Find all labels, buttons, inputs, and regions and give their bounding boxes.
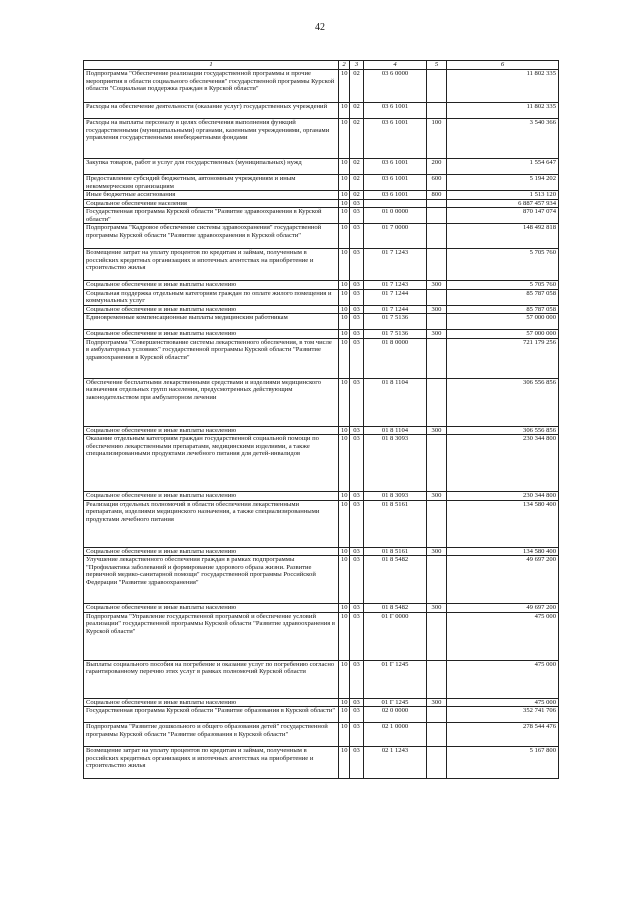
row-name-cell: Подпрограмма "Совершенствование системы лекарственного обеспечения, в том числе в амбулаторных условиях" государственной программы Курской области "Развитие здравоохранения в Курской области" — [84, 338, 339, 378]
row-name-cell: Улучшение лекарственного обеспечения граждан в рамках подпрограммы "Профилактика заболеваний и формирование здорового образа жизни. Развитие первичной медико-санитарной помощи" государственной программы Российской Федерации "Развитие здравоохранения" — [84, 556, 339, 604]
row-expense-type-cell: 300 — [427, 604, 447, 613]
row-target-article-cell: 01 7 1244 — [364, 305, 427, 314]
row-amount-cell: 5 705 760 — [447, 249, 559, 281]
row-target-article-cell: 01 8 3093 — [364, 435, 427, 492]
table-row — [84, 249, 559, 281]
row-expense-type-cell: 300 — [427, 492, 447, 501]
row-amount-cell: 11 802 335 — [447, 70, 559, 103]
row-name-cell: Возмещение затрат на уплату процентов по кредитам и займам, полученным в российских кредитных организациях и ипотечных агентствах на приобретение и строительство жилья — [84, 747, 339, 779]
row-section-cell: 10 — [339, 199, 350, 208]
table-row — [84, 103, 559, 119]
row-name-cell: Расходы на выплаты персоналу в целях обеспечения выполнения функций государственными (муниципальными) органами, казенными учреждениями, органами управления государственными внебюджетными фондами — [84, 119, 339, 159]
row-subsection-cell: 03 — [350, 378, 364, 426]
row-name-cell: Реализация отдельных полномочий в области обеспечения лекарственными препаратами, изделиями медицинского назначения, а также специализированными продуктами лечебного питания — [84, 500, 339, 547]
table-row — [84, 305, 559, 314]
row-target-article-cell: 01 7 5136 — [364, 330, 427, 339]
row-section-cell: 10 — [339, 249, 350, 281]
row-subsection-cell: 02 — [350, 103, 364, 119]
row-section-cell: 10 — [339, 556, 350, 604]
row-section-cell: 10 — [339, 208, 350, 224]
row-subsection-cell: 03 — [350, 330, 364, 339]
row-section-cell: 10 — [339, 175, 350, 191]
row-subsection-cell: 03 — [350, 612, 364, 660]
table-body — [84, 70, 559, 779]
header-cell-name: 1 — [84, 61, 339, 70]
row-section-cell: 10 — [339, 281, 350, 290]
row-subsection-cell: 02 — [350, 119, 364, 159]
row-amount-cell: 1 513 120 — [447, 191, 559, 200]
row-section-cell: 10 — [339, 660, 350, 698]
row-subsection-cell: 03 — [350, 660, 364, 698]
table-row — [84, 338, 559, 378]
header-cell-target-article: 4 — [364, 61, 427, 70]
row-name-cell: Социальное обеспечение и иные выплаты населению — [84, 330, 339, 339]
row-target-article-cell: 02 1 1243 — [364, 747, 427, 779]
row-section-cell: 10 — [339, 612, 350, 660]
row-name-cell: Выплаты социального пособия на погребение и оказание услуг по погребению согласно гарантированному перечню этих услуг в рамках полномочий Курской области — [84, 660, 339, 698]
row-target-article-cell: 03 6 1001 — [364, 103, 427, 119]
row-target-article-cell: 01 7 1243 — [364, 281, 427, 290]
row-expense-type-cell: 300 — [427, 330, 447, 339]
row-section-cell: 10 — [339, 191, 350, 200]
row-target-article-cell: 01 Г 0000 — [364, 612, 427, 660]
row-section-cell: 10 — [339, 378, 350, 426]
row-amount-cell: 5 194 202 — [447, 175, 559, 191]
row-amount-cell: 278 544 476 — [447, 723, 559, 747]
row-subsection-cell: 03 — [350, 224, 364, 249]
row-target-article-cell: 02 0 0000 — [364, 707, 427, 723]
table-row — [84, 314, 559, 330]
table-row — [84, 224, 559, 249]
row-section-cell: 10 — [339, 314, 350, 330]
row-section-cell: 10 — [339, 547, 350, 556]
row-name-cell: Социальное обеспечение населения — [84, 199, 339, 208]
row-expense-type-cell: 300 — [427, 305, 447, 314]
row-subsection-cell: 02 — [350, 175, 364, 191]
row-subsection-cell: 03 — [350, 556, 364, 604]
row-target-article-cell: 01 8 5161 — [364, 547, 427, 556]
row-amount-cell: 134 580 400 — [447, 547, 559, 556]
row-expense-type-cell — [427, 249, 447, 281]
row-subsection-cell: 02 — [350, 159, 364, 175]
row-name-cell: Обеспечение бесплатными лекарственными средствами и изделиями медицинского назначения отдельных групп населения, предусмотренных действующим законодательством при амбулаторном лечении — [84, 378, 339, 426]
row-section-cell: 10 — [339, 330, 350, 339]
row-amount-cell: 306 556 856 — [447, 378, 559, 426]
row-expense-type-cell — [427, 314, 447, 330]
row-name-cell: Социальное обеспечение и иные выплаты населению — [84, 698, 339, 707]
row-section-cell: 10 — [339, 492, 350, 501]
row-amount-cell: 230 344 800 — [447, 492, 559, 501]
row-expense-type-cell — [427, 208, 447, 224]
header-cell-subsection: 3 — [350, 61, 364, 70]
row-subsection-cell: 03 — [350, 492, 364, 501]
row-subsection-cell: 03 — [350, 199, 364, 208]
row-amount-cell: 870 147 074 — [447, 208, 559, 224]
row-target-article-cell: 01 7 1244 — [364, 289, 427, 305]
table-row — [84, 604, 559, 613]
table-row — [84, 492, 559, 501]
row-section-cell: 10 — [339, 103, 350, 119]
row-amount-cell: 721 179 256 — [447, 338, 559, 378]
row-target-article-cell: 01 Г 1245 — [364, 660, 427, 698]
row-name-cell: Социальное обеспечение и иные выплаты населению — [84, 604, 339, 613]
row-amount-cell: 306 556 856 — [447, 426, 559, 435]
row-amount-cell: 352 741 706 — [447, 707, 559, 723]
table-row — [84, 378, 559, 426]
row-expense-type-cell — [427, 556, 447, 604]
row-target-article-cell: 03 6 1001 — [364, 191, 427, 200]
row-section-cell: 10 — [339, 604, 350, 613]
row-section-cell: 10 — [339, 119, 350, 159]
row-amount-cell: 49 697 200 — [447, 604, 559, 613]
row-subsection-cell: 03 — [350, 426, 364, 435]
row-target-article-cell: 01 8 1104 — [364, 426, 427, 435]
row-name-cell: Социальное обеспечение и иные выплаты населению — [84, 426, 339, 435]
row-target-article-cell: 03 6 1001 — [364, 159, 427, 175]
row-target-article-cell: 03 6 1001 — [364, 119, 427, 159]
page-number: 42 — [315, 22, 325, 33]
table-row — [84, 175, 559, 191]
row-name-cell: Закупка товаров, работ и услуг для государственных (муниципальных) нужд — [84, 159, 339, 175]
row-expense-type-cell: 300 — [427, 426, 447, 435]
table-row — [84, 747, 559, 779]
row-name-cell: Государственная программа Курской области "Развитие образования в Курской области" — [84, 707, 339, 723]
row-expense-type-cell — [427, 70, 447, 103]
row-section-cell: 10 — [339, 70, 350, 103]
row-name-cell: Расходы на обеспечение деятельности (оказание услуг) государственных учреждений — [84, 103, 339, 119]
row-section-cell: 10 — [339, 707, 350, 723]
row-subsection-cell: 03 — [350, 208, 364, 224]
row-amount-cell: 57 000 000 — [447, 330, 559, 339]
row-amount-cell: 1 554 647 — [447, 159, 559, 175]
row-subsection-cell: 03 — [350, 435, 364, 492]
row-amount-cell: 230 344 800 — [447, 435, 559, 492]
row-expense-type-cell — [427, 723, 447, 747]
row-subsection-cell: 03 — [350, 698, 364, 707]
row-subsection-cell: 03 — [350, 604, 364, 613]
header-cell-expense-type: 5 — [427, 61, 447, 70]
row-subsection-cell: 03 — [350, 305, 364, 314]
row-expense-type-cell — [427, 747, 447, 779]
table-row — [84, 698, 559, 707]
table-row — [84, 70, 559, 103]
row-subsection-cell: 03 — [350, 723, 364, 747]
row-amount-cell: 5 167 800 — [447, 747, 559, 779]
row-amount-cell: 5 705 760 — [447, 281, 559, 290]
row-name-cell: Подпрограмма "Кадровое обеспечение системы здравоохранения" государственной программы Курской области "Развитие здравоохранения в Курской области" — [84, 224, 339, 249]
budget-table — [83, 60, 559, 779]
row-amount-cell: 134 580 400 — [447, 500, 559, 547]
row-section-cell: 10 — [339, 426, 350, 435]
row-section-cell: 10 — [339, 500, 350, 547]
row-subsection-cell: 03 — [350, 500, 364, 547]
row-expense-type-cell — [427, 224, 447, 249]
row-target-article-cell: 01 8 0000 — [364, 338, 427, 378]
row-name-cell: Социальное обеспечение и иные выплаты населению — [84, 281, 339, 290]
header-cell-section: 2 — [339, 61, 350, 70]
row-amount-cell: 6 887 457 934 — [447, 199, 559, 208]
row-target-article-cell: 01 Г 1245 — [364, 698, 427, 707]
table-row — [84, 281, 559, 290]
row-subsection-cell: 03 — [350, 281, 364, 290]
row-subsection-cell: 02 — [350, 70, 364, 103]
row-name-cell: Подпрограмма "Обеспечение реализации государственной программы и прочие мероприятия в области социального обеспечения" государственной программы Курской области "Социальная поддержка граждан в Курской области" — [84, 70, 339, 103]
row-amount-cell: 3 540 366 — [447, 119, 559, 159]
table-row — [84, 547, 559, 556]
table-row — [84, 119, 559, 159]
row-target-article-cell: 01 8 1104 — [364, 378, 427, 426]
row-name-cell: Подпрограмма "Управление государственной программой и обеспечение условий реализации" государственной программы Курской области "Развитие здравоохранения в Курской области" — [84, 612, 339, 660]
row-name-cell: Социальное обеспечение и иные выплаты населению — [84, 492, 339, 501]
row-name-cell: Социальное обеспечение и иные выплаты населению — [84, 305, 339, 314]
row-expense-type-cell — [427, 338, 447, 378]
row-amount-cell: 85 787 058 — [447, 305, 559, 314]
row-target-article-cell: 01 8 5161 — [364, 500, 427, 547]
row-subsection-cell: 03 — [350, 249, 364, 281]
table-row — [84, 500, 559, 547]
row-amount-cell: 57 000 000 — [447, 314, 559, 330]
row-name-cell: Социальная поддержка отдельным категориям граждан по оплате жилого помещения и коммунальных услуг — [84, 289, 339, 305]
row-amount-cell: 475 000 — [447, 698, 559, 707]
row-target-article-cell: 01 8 5482 — [364, 556, 427, 604]
row-section-cell: 10 — [339, 747, 350, 779]
row-expense-type-cell — [427, 289, 447, 305]
row-amount-cell: 11 802 335 — [447, 103, 559, 119]
row-target-article-cell: 03 6 1001 — [364, 175, 427, 191]
row-name-cell: Предоставление субсидий бюджетным, автономным учреждениям и иным некоммерческим организациям — [84, 175, 339, 191]
row-expense-type-cell: 200 — [427, 159, 447, 175]
row-expense-type-cell — [427, 500, 447, 547]
row-expense-type-cell — [427, 660, 447, 698]
table-row — [84, 208, 559, 224]
row-amount-cell: 49 697 200 — [447, 556, 559, 604]
table-row — [84, 612, 559, 660]
row-section-cell: 10 — [339, 338, 350, 378]
row-section-cell: 10 — [339, 289, 350, 305]
row-subsection-cell: 03 — [350, 289, 364, 305]
row-target-article-cell: 03 6 0000 — [364, 70, 427, 103]
table-row — [84, 435, 559, 492]
row-expense-type-cell: 600 — [427, 175, 447, 191]
table-row — [84, 289, 559, 305]
row-section-cell: 10 — [339, 723, 350, 747]
row-target-article-cell: 01 8 5482 — [364, 604, 427, 613]
row-subsection-cell: 03 — [350, 547, 364, 556]
row-subsection-cell: 03 — [350, 747, 364, 779]
table-header-row — [84, 61, 559, 70]
table-row — [84, 330, 559, 339]
row-subsection-cell: 03 — [350, 314, 364, 330]
table-row — [84, 426, 559, 435]
row-target-article-cell: 01 7 0000 — [364, 224, 427, 249]
table-row — [84, 159, 559, 175]
row-section-cell: 10 — [339, 698, 350, 707]
row-expense-type-cell: 300 — [427, 698, 447, 707]
row-target-article-cell: 01 8 3093 — [364, 492, 427, 501]
row-expense-type-cell: 800 — [427, 191, 447, 200]
row-expense-type-cell: 300 — [427, 547, 447, 556]
table-row — [84, 199, 559, 208]
row-target-article-cell: 01 7 5136 — [364, 314, 427, 330]
row-name-cell: Оказание отдельным категориям граждан государственной социальной помощи по обеспечению лекарственными препаратами, медицинскими изделиями, а также специализированными продуктами лечебного питания для детей-инвалидов — [84, 435, 339, 492]
row-name-cell: Государственная программа Курской области "Развитие здравоохранения в Курской области" — [84, 208, 339, 224]
row-amount-cell: 85 787 058 — [447, 289, 559, 305]
table-row — [84, 191, 559, 200]
row-name-cell: Социальное обеспечение и иные выплаты населению — [84, 547, 339, 556]
row-amount-cell: 148 492 818 — [447, 224, 559, 249]
row-subsection-cell: 03 — [350, 338, 364, 378]
row-amount-cell: 475 000 — [447, 612, 559, 660]
row-expense-type-cell — [427, 103, 447, 119]
row-name-cell: Единовременные компенсационные выплаты медицинским работникам — [84, 314, 339, 330]
row-section-cell: 10 — [339, 224, 350, 249]
row-expense-type-cell — [427, 378, 447, 426]
row-expense-type-cell — [427, 435, 447, 492]
row-subsection-cell: 02 — [350, 191, 364, 200]
row-name-cell: Возмещение затрат на уплату процентов по кредитам и займам, полученным в российских кредитных организациях и ипотечных агентствах на приобретение и строительство жилья — [84, 249, 339, 281]
row-expense-type-cell: 300 — [427, 281, 447, 290]
table-row — [84, 556, 559, 604]
row-target-article-cell — [364, 199, 427, 208]
row-target-article-cell: 01 0 0000 — [364, 208, 427, 224]
row-expense-type-cell — [427, 707, 447, 723]
table-row — [84, 723, 559, 747]
row-section-cell: 10 — [339, 305, 350, 314]
row-name-cell: Подпрограмма "Развитие дошкольного и общего образования детей" государственной программы Курской области "Развитие образования в Курской области" — [84, 723, 339, 747]
row-name-cell: Иные бюджетные ассигнования — [84, 191, 339, 200]
table-row — [84, 707, 559, 723]
row-target-article-cell: 01 7 1243 — [364, 249, 427, 281]
row-expense-type-cell — [427, 612, 447, 660]
row-expense-type-cell — [427, 199, 447, 208]
row-expense-type-cell: 100 — [427, 119, 447, 159]
row-target-article-cell: 02 1 0000 — [364, 723, 427, 747]
row-amount-cell: 475 000 — [447, 660, 559, 698]
table-row — [84, 660, 559, 698]
row-section-cell: 10 — [339, 435, 350, 492]
row-section-cell: 10 — [339, 159, 350, 175]
row-subsection-cell: 03 — [350, 707, 364, 723]
header-cell-amount: 6 — [447, 61, 559, 70]
